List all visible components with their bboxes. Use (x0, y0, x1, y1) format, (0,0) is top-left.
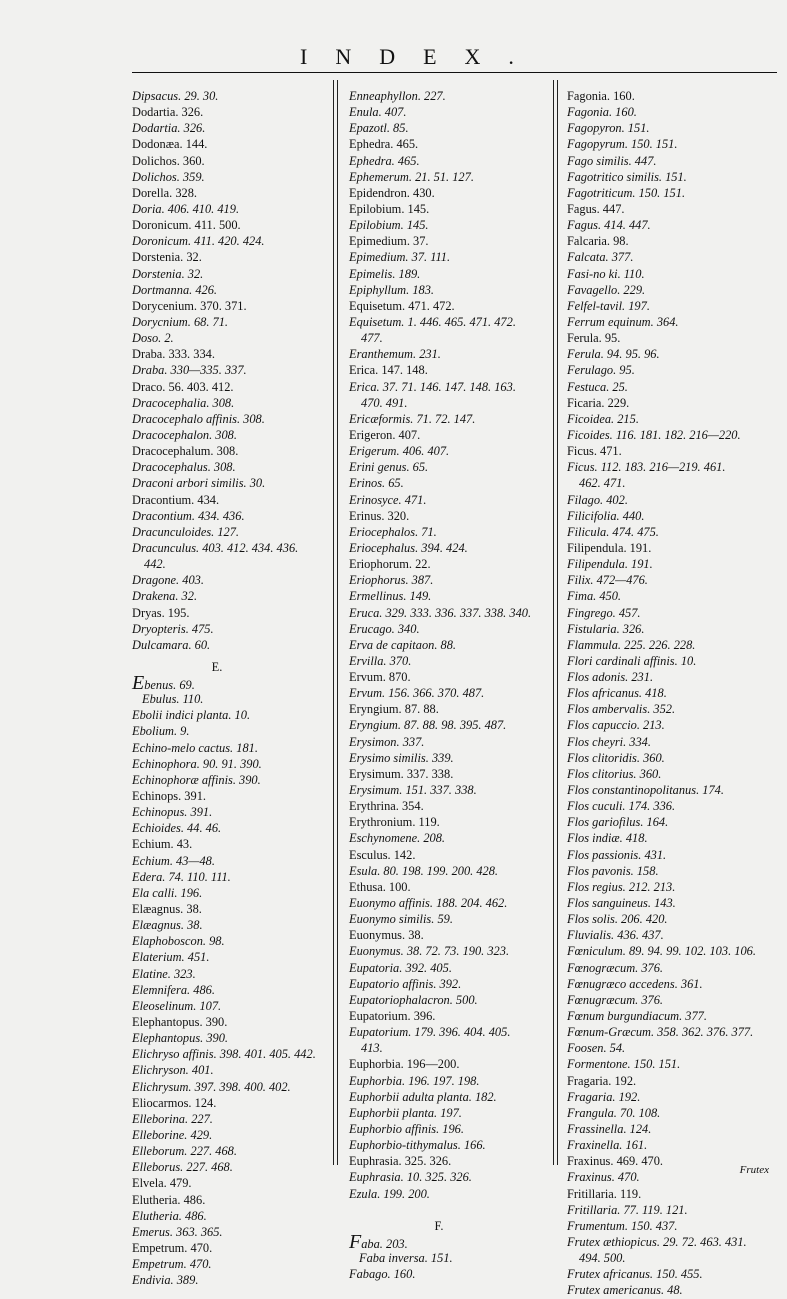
index-entry: Ephemerum. 21. 51. 127. (349, 169, 474, 184)
index-entry: Doronicum. 411. 500. (132, 218, 241, 233)
index-entry: Echinophora. 90. 91. 390. (132, 756, 262, 771)
index-entry: Emerus. 363. 365. (132, 1224, 223, 1239)
index-entry: Faba inversa. 151. (359, 1250, 453, 1265)
index-entry: Euonymus. 38. 72. 73. 190. 323. (349, 944, 510, 959)
index-entry: Fabago. 160. (349, 1267, 416, 1282)
index-entry: Filicula. 474. 475. (567, 524, 659, 539)
index-entry: Dracontium. 434. 436. (132, 508, 245, 523)
index-entry: Dracocephalus. 308. (132, 460, 236, 475)
index-entry: Elephantopus. 390. (132, 1031, 229, 1046)
index-entry: Erica. 147. 148. (349, 363, 428, 378)
catchword: Frutex (739, 1164, 769, 1176)
index-entry: Dodartia. 326. (132, 121, 206, 136)
index-entry: Ethusa. 100. (349, 879, 411, 894)
index-entry: Flos clitoridis. 360. (567, 750, 665, 765)
index-entry: Flori cardinali affinis. 10. (567, 653, 697, 668)
index-entry: Elleborine. 429. (132, 1128, 213, 1142)
index-entry: Eriophorum. 22. (349, 557, 431, 572)
index-entry: Dracunculoides. 127. (132, 524, 240, 539)
index-entry: Doria. 406. 410. 419. (132, 201, 240, 216)
index-column-3 (567, 88, 777, 1299)
index-entry: Euonymo affinis. 188. 204. 462. (349, 896, 508, 911)
index-entry: Eriophorus. 387. (349, 573, 434, 588)
index-entry: Euphorbio affinis. 196. (349, 1122, 464, 1136)
index-entry: Epilobium. 145. (349, 218, 429, 233)
index-entry: Erysimon. 337. (349, 734, 425, 749)
index-entry: Erysimum. 337. 338. (349, 766, 454, 781)
index-entry: Elleborina. 227. (132, 1111, 213, 1126)
index-entry: Dorycenium. 370. 371. (132, 298, 247, 313)
index-entry: Draba. 333. 334. (132, 347, 215, 362)
section-heading: F. (434, 1218, 444, 1233)
index-entry: Euphorbia. 196—200. (349, 1057, 460, 1072)
index-entry: Flammula. 225. 226. 228. (567, 637, 696, 652)
index-entry: Elaphoboscon. 98. (132, 934, 225, 949)
index-entry: Flos capuccio. 213. (567, 718, 665, 733)
index-entry: Flos indiæ. 418. (567, 831, 648, 846)
index-entry: Doronicum. 411. 420. 424. (132, 234, 265, 249)
index-entry (349, 1202, 549, 1212)
index-entry: Fagotritico similis. 151. (567, 169, 687, 184)
index-entry: Fagonia. 160. (567, 105, 637, 120)
index-entry: Eranthemum. 231. (349, 347, 441, 362)
index-entry: Fraxinus. 470. (567, 1170, 640, 1185)
index-entry: Fœnum burgundiacum. 377. (567, 1009, 707, 1024)
index-entry: Ezula. 199. 200. (349, 1186, 430, 1201)
index-entry: Ebolium. 9. (132, 724, 190, 739)
index-entry: Dracocephalia. 308. (132, 395, 235, 410)
page-title: INDEX. (300, 44, 542, 69)
index-entry: Flos gariofilus. 164. (567, 815, 669, 830)
index-entry: Drakena. 32. (132, 589, 198, 604)
index-entry: Echioides. 44. 46. (132, 821, 222, 836)
index-entry: Ficus. 471. (567, 444, 622, 459)
index-entry: Euphrasia. 10. 325. 326. (349, 1170, 472, 1185)
index-entry: Fagus. 414. 447. (567, 218, 651, 233)
index-entry: Eupatorium. 179. 396. 404. 405. (349, 1025, 511, 1040)
index-entry: Elichrysum. 397. 398. 400. 402. (132, 1079, 291, 1094)
index-entry: 442. (144, 557, 166, 572)
index-entry: Eupatoriophalacron. 500. (349, 992, 478, 1007)
index-entry: Esculus. 142. (349, 847, 416, 862)
index-entry: Erigeron. 407. (349, 427, 421, 442)
index-entry: Fragaria. 192. (567, 1089, 641, 1104)
index-entry: Empetrum. 470. (132, 1257, 212, 1272)
index-entry: Flos passionis. 431. (567, 847, 667, 862)
index-entry: Fagotriticum. 150. 151. (567, 185, 686, 200)
index-entry: Epimedium. 37. (349, 234, 429, 249)
index-entry: Ebulus. 110. (142, 692, 204, 707)
index-entry: Fasi-no ki. 110. (567, 266, 645, 281)
index-entry: Fraxinus. 469. 470. (567, 1154, 664, 1169)
index-entry: Dracocephalum. 308. (132, 444, 239, 459)
index-entry: Epimelis. 189. (349, 266, 421, 281)
index-entry: Dorycnium. 68. 71. (132, 314, 229, 329)
index-entry: Fœnugræco accedens. 361. (567, 976, 703, 991)
index-entry: Erinus. 320. (349, 508, 410, 523)
index-entry: Epilobium. 145. (349, 201, 430, 216)
index-entry: Ephedra. 465. (349, 153, 420, 168)
index-entry: Euonymo similis. 59. (349, 912, 453, 927)
index-entry: Dorstenia. 32. (132, 266, 204, 281)
index-entry: Fima. 450. (567, 589, 622, 604)
index-entry: Erva de capitaon. 88. (349, 637, 457, 652)
index-entry: Fluvialis. 436. 437. (567, 928, 664, 943)
index-entry: Eryngium. 87. 88. (349, 702, 439, 717)
index-entry: Eliocarmos. 124. (132, 1095, 217, 1110)
index-entry: Dracontium. 434. (132, 492, 220, 507)
index-entry: Dorstenia. 32. (132, 250, 202, 265)
index-entry: Erucago. 340. (349, 621, 420, 636)
index-entry: Flos pavonis. 158. (567, 863, 659, 878)
index-entry: Eriocephalus. 394. 424. (349, 540, 468, 555)
index-entry: Draco. 56. 403. 412. (132, 379, 234, 394)
index-entry: Flos solis. 206. 420. (567, 912, 668, 927)
index-entry: Euphrasia. 325. 326. (349, 1154, 452, 1169)
index-entry: Flos ambervalis. 352. (567, 702, 676, 717)
index-entry: Ervilla. 370. (349, 653, 412, 668)
index-entry: Dryopteris. 475. (132, 621, 214, 636)
index-entry: Faba. 203. (349, 1230, 408, 1253)
index-entry: Eriocephalos. 71. (349, 524, 437, 539)
index-entry: Filix. 472—476. (567, 573, 648, 588)
index-entry: Echinops. 391. (132, 789, 206, 804)
index-entry: Erica. 37. 71. 146. 147. 148. 163. (349, 379, 516, 394)
index-entry: Eupatorio affinis. 392. (349, 976, 462, 991)
index-entry: Fritillaria. 77. 119. 121. (567, 1202, 688, 1217)
index-entry: Flos cuculi. 174. 336. (567, 799, 676, 814)
index-entry: Flos adonis. 231. (567, 670, 654, 685)
index-entry: Flos africanus. 418. (567, 686, 667, 701)
column-rule (557, 80, 558, 1165)
index-column-2 (349, 88, 549, 1282)
index-entry: Elvela. 479. (132, 1176, 192, 1191)
index-entry: Eryngium. 87. 88. 98. 395. 487. (349, 718, 507, 733)
index-entry: Flos regius. 212. 213. (567, 879, 676, 894)
index-entry: Euphorbia. 196. 197. 198. (349, 1073, 480, 1088)
index-entry: Fagopyron. 151. (567, 121, 650, 136)
index-entry: Foosen. 54. (567, 1041, 626, 1056)
index-entry: Fistularia. 326. (567, 621, 645, 636)
index-entry: Erysimum. 151. 337. 338. (349, 783, 477, 798)
header-rule (132, 72, 777, 73)
index-entry: Flos sanguineus. 143. (567, 896, 676, 911)
index-entry: Fagonia. 160. (567, 89, 635, 103)
index-entry: Elatine. 323. (132, 966, 196, 981)
index-entry: Filipendula. 191. (567, 540, 652, 555)
index-entry: Fago similis. 447. (567, 153, 657, 168)
index-entry: Erinosyce. 471. (349, 492, 427, 507)
index-entry: Euonymus. 38. (349, 928, 424, 943)
index-entry: Elichryson. 401. (132, 1063, 214, 1078)
index-entry: Erythronium. 119. (349, 815, 440, 830)
index-entry: Equisetum. 1. 446. 465. 471. 472. (349, 314, 516, 329)
index-column-1 (132, 88, 322, 1288)
index-entry: Erinos. 65. (349, 476, 404, 491)
index-entry: 477. (361, 331, 383, 346)
index-entry: Echium. 43—48. (132, 853, 215, 868)
index-entry: Eupatorium. 396. (349, 1009, 436, 1024)
index-entry: Dipsacus. 29. 30. (132, 89, 219, 103)
index-entry: Elleborum. 227. 468. (132, 1144, 237, 1159)
index-entry: Epazotl. 85. (349, 121, 409, 136)
index-entry: Fingrego. 457. (567, 605, 641, 620)
index-entry: Echium. 43. (132, 837, 193, 852)
index-entry: Flos clitorius. 360. (567, 766, 662, 781)
index-entry: Fagus. 447. (567, 201, 625, 216)
index-entry: Dragone. 403. (132, 573, 204, 588)
index-entry: Euphorbii planta. 197. (349, 1105, 462, 1120)
index-entry: Epidendron. 430. (349, 185, 435, 200)
index-entry: Ferula. 95. (567, 331, 621, 346)
index-entry: Frutex americanus. 48. (567, 1283, 683, 1298)
index-entry: Ficoidea. 215. (567, 411, 639, 426)
index-entry: Dolichos. 359. (132, 169, 205, 184)
index-entry: Dracocephalon. 308. (132, 427, 237, 442)
index-entry: Frutex æthiopicus. 29. 72. 463. 431. (567, 1234, 747, 1249)
index-entry: Ferulago. 95. (567, 363, 635, 378)
index-entry: 494. 500. (579, 1251, 626, 1266)
index-entry: Ebenus. 69. (132, 672, 195, 695)
index-entry: Echino-melo cactus. 181. (132, 740, 258, 755)
index-entry: Fœniculum. 89. 94. 99. 102. 103. 106. (567, 944, 756, 959)
index-entry: Erysimo similis. 339. (349, 750, 454, 765)
index-entry: Dortmanna. 426. (132, 282, 218, 297)
column-rule (337, 80, 338, 1165)
index-entry: Fragaria. 192. (567, 1073, 637, 1088)
index-entry: Eleoselinum. 107. (132, 998, 222, 1013)
index-entry: Draconi arbori similis. 30. (132, 476, 266, 491)
index-entry: Echinopus. 391. (132, 805, 213, 820)
index-entry: Elæagnus. 38. (132, 902, 202, 917)
index-entry: Epiphyllum. 183. (349, 282, 435, 297)
index-entry: Dracunculus. 403. 412. 434. 436. (132, 540, 299, 555)
index-entry: Epimedium. 37. 111. (349, 250, 451, 265)
index-entry: Ebolii indici planta. 10. (132, 708, 251, 723)
index-entry: Draba. 330—335. 337. (132, 363, 247, 378)
index-entry: Erythrina. 354. (349, 799, 424, 814)
index-entry: Ela calli. 196. (132, 885, 203, 900)
index-entry: Elæagnus. 38. (132, 918, 203, 933)
index-entry: Dracocephalo affinis. 308. (132, 411, 265, 426)
index-entry: Elemnifera. 486. (132, 982, 215, 997)
index-entry: Enneaphyllon. 227. (349, 89, 446, 103)
index-entry: Euphorbii adulta planta. 182. (349, 1089, 497, 1104)
index-entry: Fagopyrum. 150. 151. (567, 137, 678, 152)
index-entry: Euphorbio-tithymalus. 166. (349, 1138, 486, 1153)
index-entry: Fritillaria. 119. (567, 1186, 642, 1201)
index-entry: Elichryso affinis. 398. 401. 405. 442. (132, 1047, 316, 1062)
index-entry: Elephantopus. 390. (132, 1015, 228, 1030)
index-entry: Ermellinus. 149. (349, 589, 432, 604)
index-entry: 413. (361, 1041, 383, 1056)
index-entry: Falcata. 377. (567, 250, 634, 265)
index-entry: Erini genus. 65. (349, 460, 429, 475)
index-entry: Edera. 74. 110. 111. (132, 869, 231, 884)
column-rule (333, 80, 334, 1165)
index-entry: Ferrum equinum. 364. (567, 314, 679, 329)
index-entry: Eruca. 329. 333. 336. 337. 338. 340. (349, 605, 532, 620)
index-entry: Filago. 402. (567, 492, 628, 507)
index-entry: Flos cheyri. 334. (567, 734, 651, 749)
index-entry: Equisetum. 471. 472. (349, 298, 455, 313)
index-entry: Endivia. 389. (132, 1273, 199, 1288)
index-entry: Empetrum. 470. (132, 1240, 213, 1255)
index-entry: Dolichos. 360. (132, 153, 205, 168)
index-entry: Frassinella. 124. (567, 1122, 652, 1136)
index-entry: Echinophoræ affinis. 390. (132, 772, 261, 787)
index-entry: Elleborus. 227. 468. (132, 1160, 233, 1175)
index-entry: Ficoides. 116. 181. 182. 216—220. (567, 427, 741, 442)
index-entry: Ericæformis. 71. 72. 147. (349, 411, 476, 426)
index-entry: Fœnum-Græcum. 358. 362. 376. 377. (567, 1025, 754, 1040)
index-entry: Fraxinella. 161. (567, 1138, 648, 1153)
index-entry: Filipendula. 191. (567, 557, 653, 572)
index-entry: Filicifolia. 440. (567, 508, 645, 523)
index-entry: Ficus. 112. 183. 216—219. 461. (567, 460, 726, 475)
index-entry: Flos constantinopolitanus. 174. (567, 783, 724, 798)
index-entry: Eupatoria. 392. 405. (349, 960, 452, 975)
index-entry: Favagello. 229. (567, 282, 646, 297)
index-entry: Esula. 80. 198. 199. 200. 428. (349, 863, 499, 878)
index-entry: Erigerum. 406. 407. (349, 444, 450, 459)
index-entry: Doso. 2. (132, 331, 174, 346)
index-entry: Enula. 407. (349, 105, 407, 120)
index-entry: Fœnogræcum. 376. (567, 960, 664, 975)
index-entry: Felfel-tavil. 197. (567, 298, 650, 313)
index-entry: Dorella. 328. (132, 185, 198, 200)
index-entry: Eschynomene. 208. (349, 831, 445, 846)
index-entry: Elutheria. 486. (132, 1208, 207, 1223)
index-entry: Festuca. 25. (567, 379, 628, 394)
index-entry: Ferula. 94. 95. 96. (567, 347, 660, 362)
index-entry: Elutheria. 486. (132, 1192, 206, 1207)
index-entry: Frutex africanus. 150. 455. (567, 1267, 703, 1282)
index-entry: Frumentum. 150. 437. (567, 1218, 678, 1233)
index-entry: Dodartia. 326. (132, 105, 204, 120)
index-entry: Frangula. 70. 108. (567, 1105, 661, 1120)
index-entry: Dryas. 195. (132, 605, 190, 620)
index-entry: 462. 471. (579, 476, 626, 491)
index-entry: Elaterium. 451. (132, 950, 210, 965)
index-entry: Formentone. 150. 151. (567, 1057, 681, 1072)
index-entry: Dulcamara. 60. (132, 637, 211, 652)
index-entry: Ervum. 870. (349, 670, 411, 685)
index-entry: Fœnugræcum. 376. (567, 992, 664, 1007)
section-heading: E. (211, 659, 223, 674)
index-entry: Ervum. 156. 366. 370. 487. (349, 686, 485, 701)
index-entry: Falcaria. 98. (567, 234, 629, 249)
column-rule (553, 80, 554, 1165)
index-entry: Dodonæa. 144. (132, 137, 208, 152)
index-entry: Ephedra. 465. (349, 137, 419, 152)
index-entry: 470. 491. (361, 395, 408, 410)
index-entry: Ficaria. 229. (567, 395, 630, 410)
